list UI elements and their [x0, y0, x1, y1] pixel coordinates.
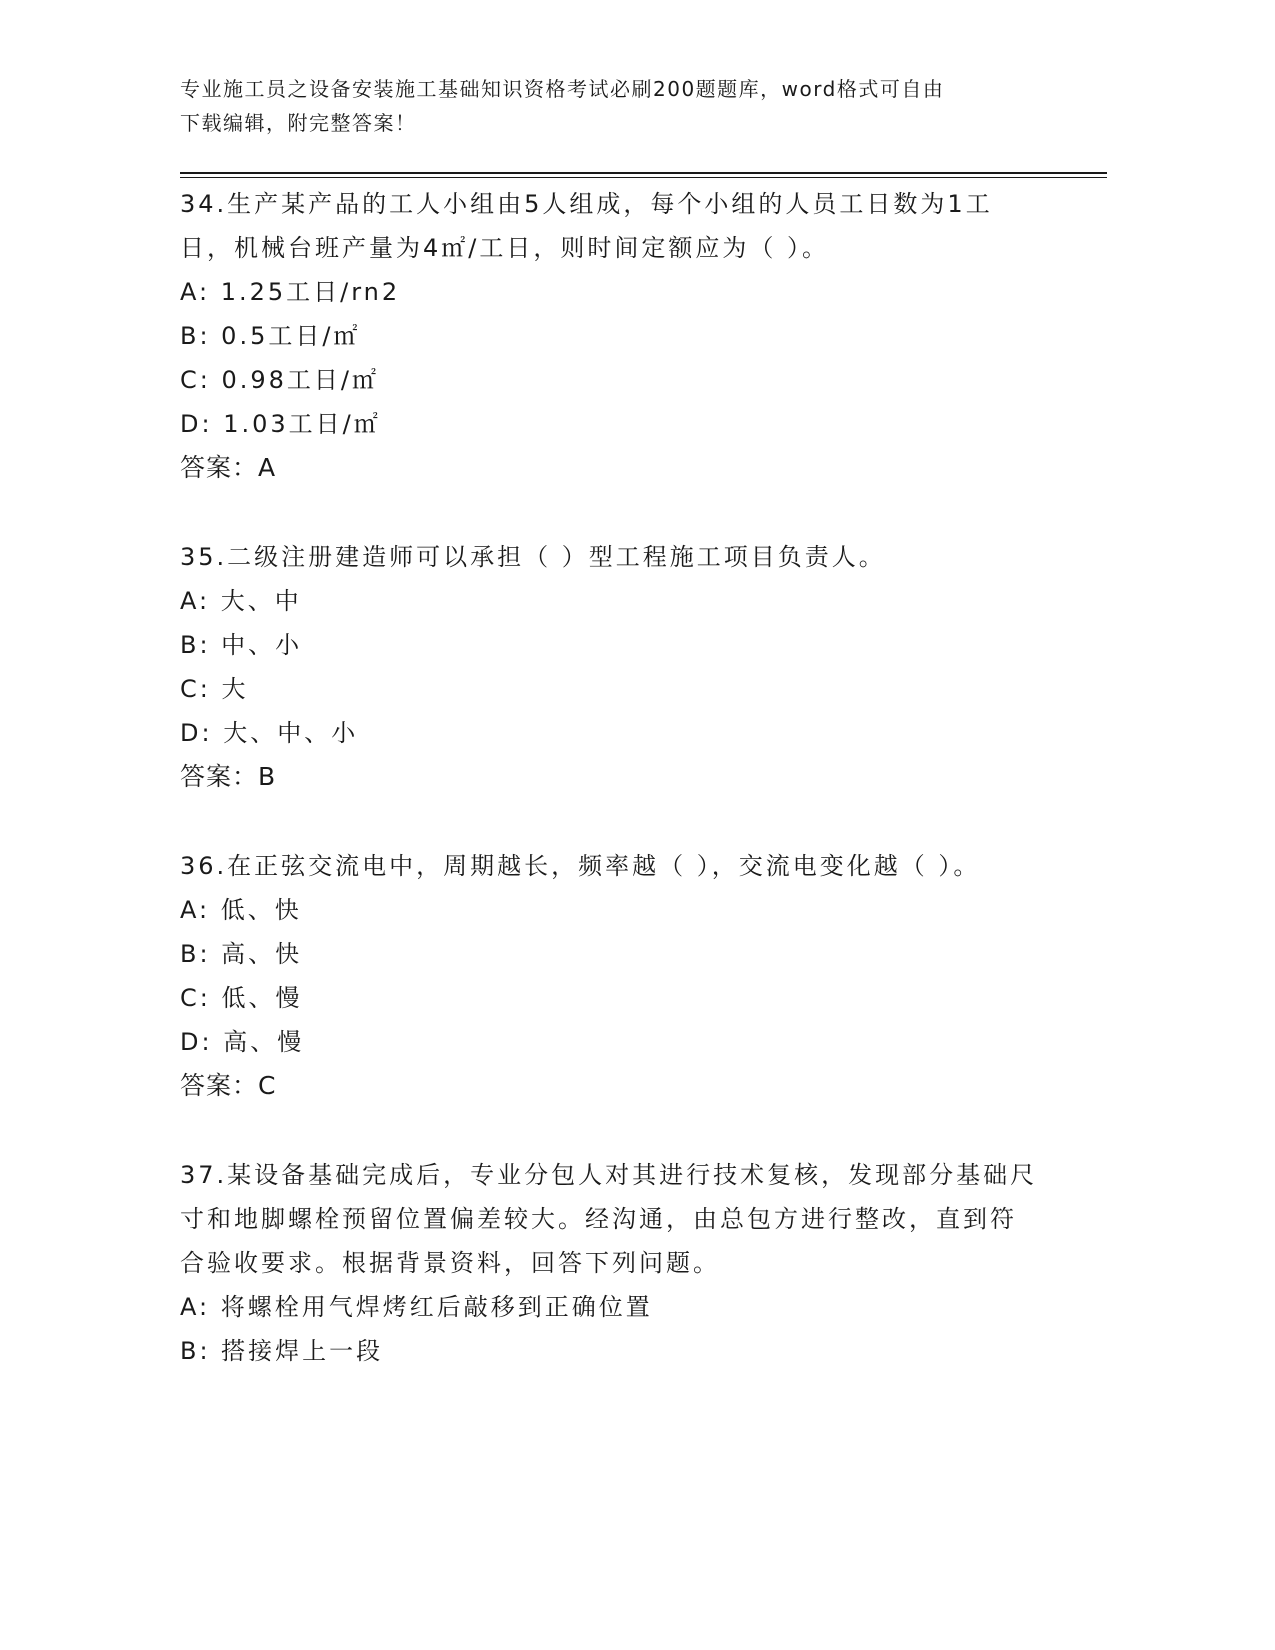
header-line-1: 专业施工员之设备安装施工基础知识资格考试必刷200题题库，word格式可自由	[180, 77, 945, 101]
document-header	[180, 72, 1040, 140]
question-text: 35.二级注册建造师可以承担（ ）型工程施工项目负责人。	[180, 543, 886, 571]
option-a: A: 1.25工日/rn2	[180, 278, 401, 306]
option-a: A: 将螺栓用气焊烤红后敲移到正确位置	[180, 1293, 653, 1321]
option-b: B: 高、快	[180, 940, 303, 968]
question-36	[180, 844, 1040, 1108]
header-line-2: 下载编辑，附完整答案！	[180, 111, 417, 135]
option-a: A: 低、快	[180, 896, 302, 924]
option-b: B: 搭接焊上一段	[180, 1337, 384, 1365]
option-c: C: 大	[180, 675, 249, 703]
question-text: 36.在正弦交流电中，周期越长，频率越（ ），交流电变化越（ ）。	[180, 852, 981, 880]
question-35	[180, 535, 1040, 799]
question-text: 37.某设备基础完成后，专业分包人对其进行技术复核，发现部分基础尺寸和地脚螺栓预留位置偏差较大。经沟通，由总包方进行整改，直到符合验收要求。根据背景资料，回答下列问题。	[180, 1161, 1038, 1277]
answer: 答案：C	[180, 1071, 277, 1100]
option-a: A: 大、中	[180, 587, 302, 615]
answer: 答案：A	[180, 453, 277, 482]
option-c: C: 低、慢	[180, 984, 303, 1012]
option-d: D: 大、中、小	[180, 719, 359, 747]
question-37	[180, 1153, 1040, 1373]
header-divider-thin	[180, 177, 1107, 178]
question-text: 34.生产某产品的工人小组由5人组成，每个小组的人员工日数为1工日，机械台班产量为4㎡/工日，则时间定额应为（ ）。	[180, 190, 993, 262]
option-c: C: 0.98工日/㎡	[180, 366, 379, 394]
answer: 答案：B	[180, 762, 277, 791]
option-b: B: 中、小	[180, 631, 303, 659]
option-d: D: 高、慢	[180, 1028, 305, 1056]
option-d: D: 1.03工日/㎡	[180, 410, 381, 438]
question-list	[180, 182, 1040, 1418]
option-b: B: 0.5工日/㎡	[180, 322, 361, 350]
header-divider-thick	[180, 172, 1107, 174]
question-34	[180, 182, 1040, 490]
